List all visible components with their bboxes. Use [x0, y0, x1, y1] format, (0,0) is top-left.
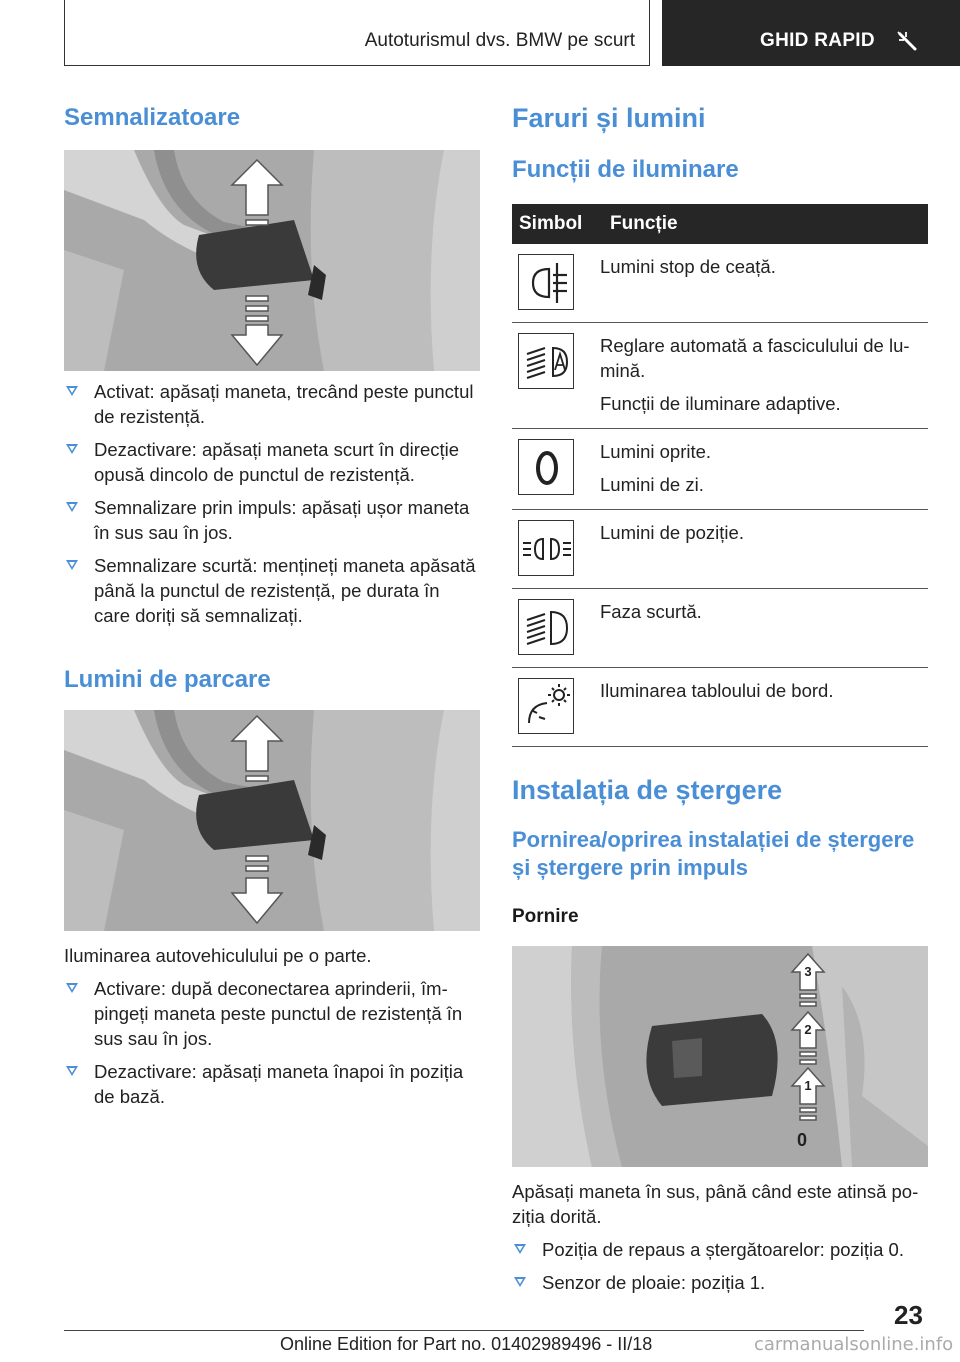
- table-row: Reglare automată a fasciculului de lumină. Funcții de iluminare adaptive.: [512, 323, 928, 429]
- list-item: Semnalizare prin impuls: apăsați ușor maneta în sus sau în jos.: [64, 495, 480, 545]
- right-column: [512, 100, 928, 1295]
- table-row: Lumini de poziție.: [512, 510, 928, 589]
- watermark: carmanualsonline.info: [754, 1334, 954, 1355]
- lighting-functions-table: [512, 204, 928, 747]
- list-item: Activare: după deconectarea aprinderii, împingeți maneta peste punctul de rezistență în sus sau în jos.: [64, 976, 480, 1051]
- triangle-bullet-icon: [66, 386, 78, 396]
- wipers-intro: Apăsați maneta în sus, până când este atinsă poziția dorită.: [512, 1181, 919, 1227]
- headlights-heading: Faruri și lumini: [512, 103, 706, 133]
- triangle-bullet-icon: [66, 983, 78, 993]
- list-item: Activat: apăsați maneta, trecând peste punctul de rezistență.: [64, 379, 480, 429]
- start-heading: Pornire: [512, 906, 579, 927]
- table-row: Lumini stop de ceață.: [512, 244, 928, 323]
- parking-lights-icon: [518, 520, 574, 576]
- position-label-3: 3: [804, 964, 812, 979]
- parking-lights-list: [64, 976, 480, 1109]
- instrument-lighting-icon: [518, 678, 574, 734]
- page-number: 23: [894, 1300, 923, 1330]
- column-header-symbol: Simbol: [512, 204, 600, 244]
- rear-fog-light-icon: [518, 254, 574, 310]
- table-row: Faza scurtă.: [512, 589, 928, 668]
- left-column: [64, 100, 480, 1109]
- list-item: Poziția de repaus a ștergătoarelor: poziția 0.: [512, 1237, 928, 1262]
- section-title: Autoturismul dvs. BMW pe scurt: [364, 30, 635, 51]
- triangle-bullet-icon: [514, 1244, 526, 1254]
- wiper-lever-photo: [512, 946, 928, 1167]
- triangle-bullet-icon: [66, 1066, 78, 1076]
- triangle-bullet-icon: [66, 444, 78, 454]
- edition-note: Online Edition for Part no. 01402989496 - II/18: [280, 1334, 653, 1354]
- wipers-heading: Instalația de ștergere: [512, 775, 783, 805]
- turn-signals-list: [64, 379, 480, 628]
- position-label-0: 0: [796, 1130, 808, 1150]
- list-item: Semnalizare scurtă: mențineți maneta apăsată până la punctul de rezistență, pe durata în care doriți să semnalizați.: [64, 553, 480, 628]
- column-header-function: Funcție: [600, 204, 928, 244]
- automatic-headlight-icon: [518, 333, 574, 389]
- wipers-subheading: Pornirea/oprirea instalației de ștergere și ștergere prin impuls: [512, 827, 915, 880]
- triangle-bullet-icon: [66, 560, 78, 570]
- low-beam-icon: [518, 599, 574, 655]
- triangle-bullet-icon: [66, 502, 78, 512]
- chapter-tab: [662, 0, 960, 66]
- magic-wand-icon: [896, 30, 918, 52]
- parking-lights-intro: Iluminarea autovehiculului pe o parte.: [64, 945, 372, 966]
- lighting-functions-heading: Funcții de iluminare: [512, 156, 739, 183]
- wipers-list: [512, 1237, 928, 1295]
- list-item: Dezactivare: apăsați maneta scurt în direcție opusă dincolo de punctul de rezistență.: [64, 437, 480, 487]
- lights-off-zero-icon: [518, 439, 574, 495]
- footer-divider: [64, 1330, 864, 1331]
- turn-signals-heading: Semnalizatoare: [64, 104, 241, 131]
- triangle-bullet-icon: [514, 1277, 526, 1287]
- running-header: [64, 0, 650, 66]
- table-row: Iluminarea tabloului de bord.: [512, 668, 928, 747]
- parking-lights-heading: Lumini de parcare: [64, 666, 271, 693]
- chapter-label: GHID RAPID: [760, 30, 875, 51]
- table-row: Lumini oprite. Lumini de zi.: [512, 429, 928, 510]
- position-label-2: 2: [804, 1022, 812, 1037]
- turn-signal-lever-photo: [64, 150, 480, 371]
- list-item: Dezactivare: apăsați maneta înapoi în poziția de bază.: [64, 1059, 480, 1109]
- position-label-1: 1: [804, 1078, 812, 1093]
- list-item: Senzor de ploaie: poziția 1.: [512, 1270, 928, 1295]
- parking-light-lever-photo: [64, 710, 480, 931]
